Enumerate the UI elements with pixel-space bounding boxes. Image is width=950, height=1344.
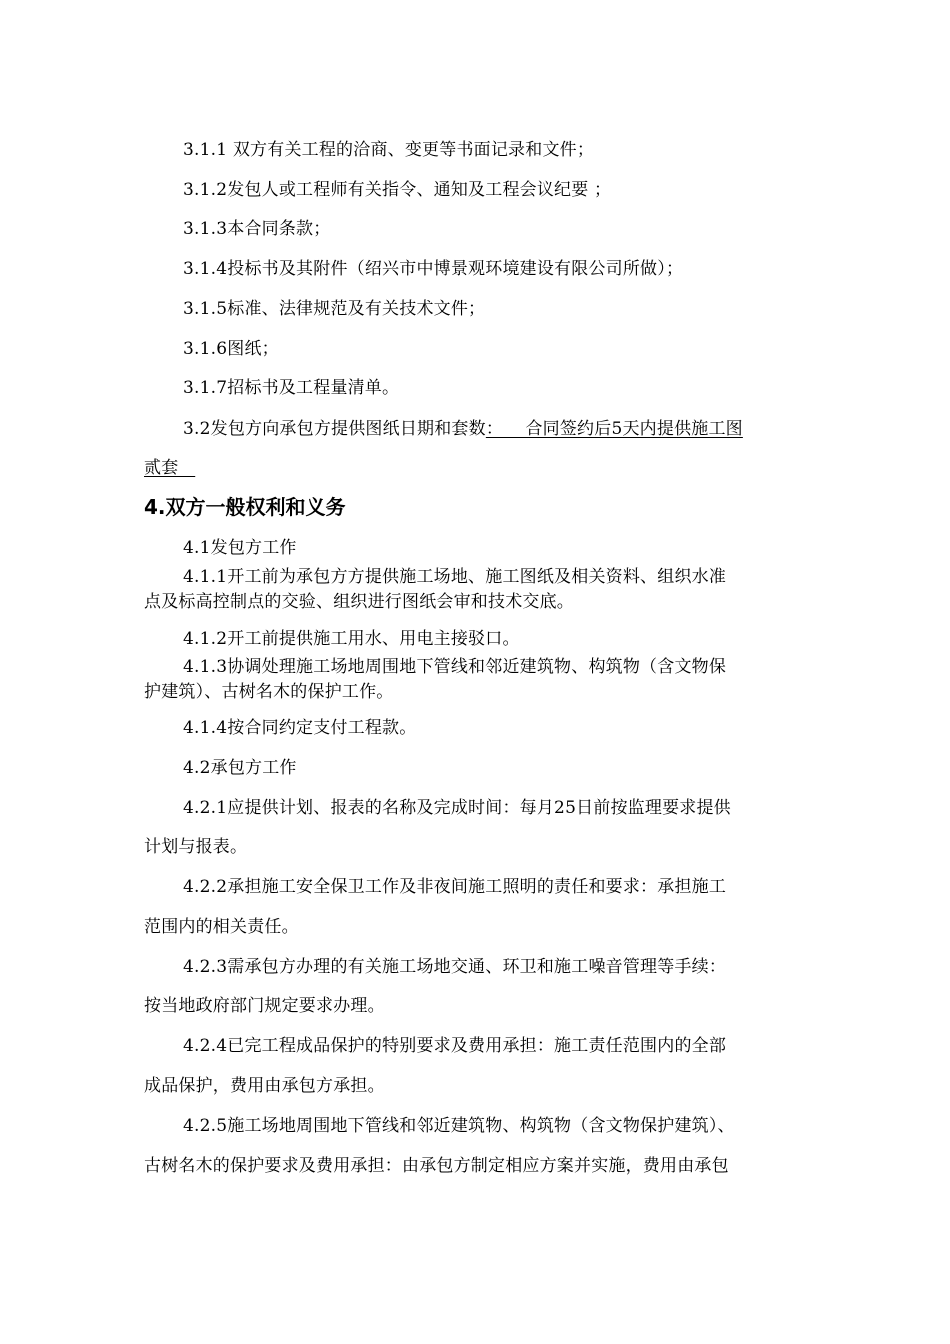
- clause-4-2: 4.2承包方工作: [183, 758, 297, 778]
- clause-3-1-2: 3.1.2发包人或工程师有关指令、通知及工程会议纪要 ；: [183, 180, 612, 200]
- clause-4-1-1-line1: 4.1.1开工前为承包方方提供施工场地、施工图纸及相关资料、组织水准: [183, 567, 727, 587]
- clause-3-1-7: 3.1.7招标书及工程量清单。: [183, 378, 400, 398]
- clause-4-2-5-line2: 古树名木的保护要求及费用承担：由承包方制定相应方案并实施，费用由承包: [144, 1156, 729, 1176]
- clause-4-1-3-line2: 护建筑）、古树名木的保护工作。: [144, 682, 394, 702]
- clause-4-1-4: 4.1.4按合同约定支付工程款。: [183, 718, 417, 738]
- clause-4-2-4-line1: 4.2.4已完工程成品保护的特别要求及费用承担：施工责任范围内的全部: [183, 1036, 727, 1056]
- clause-4-2-5-line1: 4.2.5施工场地周围地下管线和邻近建筑物、构筑物（含文物保护建筑）、: [183, 1116, 735, 1136]
- clause-3-1-1: 3.1.1 双方有关工程的洽商、变更等书面记录和文件；: [183, 140, 595, 160]
- clause-4-2-3-line1: 4.2.3需承包方办理的有关施工场地交通、环卫和施工噪音管理等手续：: [183, 957, 727, 977]
- clause-4-2-2-line1: 4.2.2承担施工安全保卫工作及非夜间施工照明的责任和要求：承担施工: [183, 877, 727, 897]
- clause-4-1-2: 4.1.2开工前提供施工用水、用电主接驳口。: [183, 629, 520, 649]
- clause-3-2-answer: ： 合同签约后5天内提供施工图: [485, 419, 743, 439]
- clause-3-1-6: 3.1.6图纸；: [183, 339, 279, 359]
- clause-3-2-continuation: 贰套: [144, 458, 196, 478]
- clause-4-2-3-line2: 按当地政府部门规定要求办理。: [144, 996, 385, 1016]
- clause-4-2-2-line2: 范围内的相关责任。: [144, 917, 299, 937]
- clause-4-2-1-line1: 4.2.1应提供计划、报表的名称及完成时间：每月25日前按监理要求提供: [183, 798, 731, 818]
- clause-4-1: 4.1发包方工作: [183, 538, 297, 558]
- clause-4-2-4-line2: 成品保护，费用由承包方承担。: [144, 1076, 385, 1096]
- clause-3-2: [183, 418, 743, 440]
- clause-4-2-1-line2: 计划与报表。: [144, 837, 248, 857]
- clause-4-1-3-line1: 4.1.3协调处理施工场地周围地下管线和邻近建筑物、构筑物（含文物保: [183, 657, 727, 677]
- clause-3-1-5: 3.1.5标准、法律规范及有关技术文件；: [183, 299, 486, 319]
- clause-3-2-label: 3.2发包方向承包方提供图纸日期和套数: [183, 419, 486, 439]
- section-4-heading: 4.双方一般权利和义务: [144, 495, 346, 519]
- clause-4-1-1-line2: 点及标高控制点的交验、组织进行图纸会审和技术交底。: [144, 592, 574, 612]
- clause-3-1-3: 3.1.3本合同条款；: [183, 219, 331, 239]
- clause-3-1-4: 3.1.4投标书及其附件（绍兴市中博景观环境建设有限公司所做）；: [183, 259, 684, 279]
